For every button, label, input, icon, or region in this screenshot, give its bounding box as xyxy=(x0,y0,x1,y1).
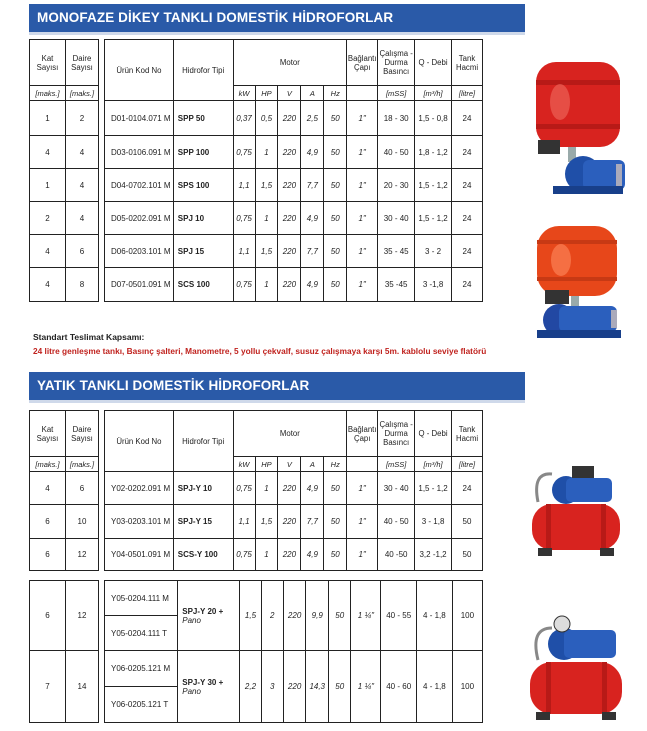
vertical-tank-pump-red-1 xyxy=(528,62,628,198)
pressure: 35 - 45 xyxy=(378,235,415,268)
unit-litre: [litre] xyxy=(452,457,483,472)
pump-type: SPP 50 xyxy=(173,101,233,136)
motor-hp: 1 xyxy=(255,539,278,571)
product-code: D07-0501.091 M xyxy=(105,268,174,302)
table-row xyxy=(105,651,483,687)
connection: 1" xyxy=(347,268,378,302)
motor-a: 7,7 xyxy=(301,169,324,202)
unit-daire: [maks.] xyxy=(66,457,99,472)
header-baglanti: Bağlantı Çapı xyxy=(347,40,378,86)
motor-hz: 50 xyxy=(324,505,347,539)
unit-v: V xyxy=(278,86,301,101)
flow: 4 - 1,8 xyxy=(417,651,453,723)
cell: 4 xyxy=(66,169,99,202)
motor-kw: 2,2 xyxy=(240,651,262,723)
motor-v: 220 xyxy=(278,202,301,235)
cell: 4 xyxy=(66,136,99,169)
motor-a: 7,7 xyxy=(301,505,324,539)
table-row xyxy=(105,136,483,169)
product-code: D04-0702.101 M xyxy=(105,169,174,202)
pressure: 20 - 30 xyxy=(378,169,415,202)
unit-kat: [maks.] xyxy=(30,457,66,472)
pump-type-suffix: Pano xyxy=(182,686,201,696)
flow: 4 - 1,8 xyxy=(417,581,453,651)
motor-kw: 0,75 xyxy=(233,202,255,235)
motor-hz: 50 xyxy=(324,268,347,302)
cell: 1 xyxy=(30,169,66,202)
section1-title: MONOFAZE DİKEY TANKLI DOMESTİK HİDROFORLAR xyxy=(29,4,525,32)
unit-mss: [mSS] xyxy=(378,86,415,101)
motor-kw: 0,75 xyxy=(233,539,255,571)
cell: 8 xyxy=(66,268,99,302)
cell: 4 xyxy=(66,202,99,235)
motor-kw: 1,1 xyxy=(233,169,255,202)
table-row xyxy=(105,202,483,235)
cell: 1 xyxy=(30,101,66,136)
unit-blank xyxy=(347,86,378,101)
pressure: 40 - 50 xyxy=(378,505,415,539)
tank-volume: 100 xyxy=(452,581,482,651)
unit-kw: kW xyxy=(233,86,255,101)
connection: 1" xyxy=(347,101,378,136)
pump-type: SPS 100 xyxy=(173,169,233,202)
header-daire: Daire Sayısı xyxy=(66,40,99,86)
motor-a: 9,9 xyxy=(306,581,329,651)
header-kat: Kat Sayısı xyxy=(30,411,66,457)
motor-hp: 1 xyxy=(255,472,278,505)
cell: 12 xyxy=(66,581,99,651)
connection: 1" xyxy=(347,136,378,169)
unit-m3h: [m³/h] xyxy=(415,86,452,101)
motor-a: 4,9 xyxy=(301,136,324,169)
motor-v: 220 xyxy=(278,268,301,302)
section1-floor-table xyxy=(29,39,99,302)
motor-hp: 0,5 xyxy=(255,101,278,136)
cell: 2 xyxy=(30,202,66,235)
motor-hz: 50 xyxy=(324,235,347,268)
cell: 2 xyxy=(66,101,99,136)
header-daire: Daire Sayısı xyxy=(66,411,99,457)
motor-a: 4,9 xyxy=(301,472,324,505)
motor-kw: 1,1 xyxy=(233,505,255,539)
motor-kw: 0,75 xyxy=(233,268,255,302)
section2-floor-table xyxy=(29,410,99,571)
tank-volume: 50 xyxy=(452,505,483,539)
unit-kat: [maks.] xyxy=(30,86,66,101)
motor-v: 220 xyxy=(278,235,301,268)
pump-type: SCS-Y 100 xyxy=(173,539,233,571)
motor-v: 220 xyxy=(278,101,301,136)
motor-hp: 2 xyxy=(261,581,283,651)
motor-v: 220 xyxy=(278,169,301,202)
cell: 6 xyxy=(66,235,99,268)
flow: 3 - 1,8 xyxy=(415,505,452,539)
motor-hp: 1,5 xyxy=(255,169,278,202)
unit-hp: HP xyxy=(255,86,278,101)
product-code: Y06-0205.121 M xyxy=(105,651,178,687)
tank-volume: 24 xyxy=(452,202,483,235)
product-code: Y05-0204.111 M xyxy=(105,581,178,616)
flow: 1,5 - 1,2 xyxy=(415,202,452,235)
cell: 6 xyxy=(66,472,99,505)
motor-hp: 1 xyxy=(255,268,278,302)
header-kat: Kat Sayısı xyxy=(30,40,66,86)
flow: 1,5 - 0,8 xyxy=(415,101,452,136)
motor-kw: 0,75 xyxy=(233,136,255,169)
pump-type: SPJ 15 xyxy=(173,235,233,268)
tank-volume: 24 xyxy=(452,235,483,268)
unit-v: V xyxy=(278,457,301,472)
cell: 7 xyxy=(30,651,66,723)
cell: 6 xyxy=(30,505,66,539)
connection: 1" xyxy=(347,539,378,571)
motor-hz: 50 xyxy=(324,539,347,571)
motor-hp: 1,5 xyxy=(255,505,278,539)
header-urun: Ürün Kod No xyxy=(105,40,174,101)
motor-a: 14,3 xyxy=(306,651,329,723)
product-code: D05-0202.091 M xyxy=(105,202,174,235)
cell: 12 xyxy=(66,539,99,571)
flow: 3 -1,8 xyxy=(415,268,452,302)
unit-m3h: [m³/h] xyxy=(415,457,452,472)
unit-blank xyxy=(347,457,378,472)
pressure: 40 - 55 xyxy=(381,581,417,651)
unit-a: A xyxy=(301,457,324,472)
motor-kw: 0,37 xyxy=(233,101,255,136)
product-code: D03-0106.091 M xyxy=(105,136,174,169)
section1-main-table xyxy=(104,39,483,302)
header-motor: Motor xyxy=(233,411,347,457)
motor-a: 7,7 xyxy=(301,235,324,268)
tank-volume: 24 xyxy=(452,101,483,136)
pressure: 40 -50 xyxy=(378,539,415,571)
unit-kw: kW xyxy=(233,457,255,472)
connection: 1" xyxy=(347,202,378,235)
header-tip: Hidrofor Tipi xyxy=(173,411,233,472)
motor-v: 220 xyxy=(283,581,306,651)
unit-mss: [mSS] xyxy=(378,457,415,472)
table-row xyxy=(105,235,483,268)
tank-volume: 24 xyxy=(452,472,483,505)
table-row xyxy=(105,472,483,505)
flow: 3,2 -1,2 xyxy=(415,539,452,571)
connection: 1" xyxy=(347,169,378,202)
connection: 1 ¼" xyxy=(351,651,381,723)
tank-volume: 50 xyxy=(452,539,483,571)
tank-volume: 24 xyxy=(452,136,483,169)
pump-type xyxy=(178,651,240,723)
flow: 1,5 - 1,2 xyxy=(415,472,452,505)
header-calisma: Çalışma - Durma Basıncı xyxy=(378,411,415,457)
pressure: 30 - 40 xyxy=(378,202,415,235)
section2-pano-main-table xyxy=(104,580,483,723)
motor-a: 4,9 xyxy=(301,539,324,571)
motor-hz: 50 xyxy=(324,202,347,235)
cell: 4 xyxy=(30,235,66,268)
motor-kw: 0,75 xyxy=(233,472,255,505)
product-code: Y05-0204.111 T xyxy=(105,616,178,651)
pump-type: SPP 100 xyxy=(173,136,233,169)
product-code: Y06-0205.121 T xyxy=(105,687,178,723)
product-code: Y02-0202.091 M xyxy=(105,472,174,505)
connection: 1" xyxy=(347,472,378,505)
cell: 4 xyxy=(30,472,66,505)
section2-pano-floor-table xyxy=(29,580,99,723)
table-row xyxy=(105,169,483,202)
motor-hz: 50 xyxy=(329,581,351,651)
header-urun: Ürün Kod No xyxy=(105,411,174,472)
flow: 1,5 - 1,2 xyxy=(415,169,452,202)
pressure: 18 - 30 xyxy=(378,101,415,136)
standard-delivery-text: 24 litre genleşme tankı, Basınç şalteri, Manometre, 5 yollu çekvalf, susuz çalışmaya karşı 5m. kablolu seviye flatörü xyxy=(33,346,487,356)
horizontal-tank-pump-1 xyxy=(528,462,624,558)
pump-type xyxy=(178,581,240,651)
pump-type-name: SPJ-Y 20 + xyxy=(182,606,224,616)
horizontal-tank-pump-2 xyxy=(526,612,626,722)
table-row xyxy=(105,268,483,302)
pressure: 30 - 40 xyxy=(378,472,415,505)
pump-type: SPJ-Y 15 xyxy=(173,505,233,539)
motor-hz: 50 xyxy=(324,472,347,505)
flow: 1,8 - 1,2 xyxy=(415,136,452,169)
cell: 6 xyxy=(30,539,66,571)
standard-delivery-title: Standart Teslimat Kapsamı: xyxy=(33,332,145,342)
connection: 1 ¼" xyxy=(351,581,381,651)
header-debi: Q - Debi xyxy=(415,40,452,86)
motor-hp: 1,5 xyxy=(255,235,278,268)
vertical-tank-pump-red-2 xyxy=(527,222,625,340)
cell: 10 xyxy=(66,505,99,539)
tank-volume: 24 xyxy=(452,169,483,202)
motor-kw: 1,5 xyxy=(240,581,262,651)
motor-hz: 50 xyxy=(324,169,347,202)
motor-kw: 1,1 xyxy=(233,235,255,268)
unit-a: A xyxy=(301,86,324,101)
product-code: D01-0104.071 M xyxy=(105,101,174,136)
cell: 4 xyxy=(30,136,66,169)
table-row xyxy=(105,101,483,136)
pump-type: SCS 100 xyxy=(173,268,233,302)
motor-a: 4,9 xyxy=(301,202,324,235)
connection: 1" xyxy=(347,235,378,268)
motor-v: 220 xyxy=(278,136,301,169)
motor-v: 220 xyxy=(278,539,301,571)
table-row xyxy=(105,581,483,616)
cell: 4 xyxy=(30,268,66,302)
product-code: Y04-0501.091 M xyxy=(105,539,174,571)
motor-hz: 50 xyxy=(324,136,347,169)
pump-type: SPJ-Y 10 xyxy=(173,472,233,505)
section2-title: YATIK TANKLI DOMESTİK HİDROFORLAR xyxy=(29,372,525,400)
table-row xyxy=(105,505,483,539)
motor-hp: 1 xyxy=(255,136,278,169)
motor-hz: 50 xyxy=(324,101,347,136)
header-motor: Motor xyxy=(233,40,347,86)
unit-litre: [litre] xyxy=(452,86,483,101)
motor-v: 220 xyxy=(278,472,301,505)
unit-hz: Hz xyxy=(324,86,347,101)
flow: 3 - 2 xyxy=(415,235,452,268)
unit-hz: Hz xyxy=(324,457,347,472)
tank-volume: 24 xyxy=(452,268,483,302)
motor-a: 4,9 xyxy=(301,268,324,302)
tank-volume: 100 xyxy=(452,651,482,723)
cell: 6 xyxy=(30,581,66,651)
unit-daire: [maks.] xyxy=(66,86,99,101)
pump-type-name: SPJ-Y 30 + xyxy=(182,677,224,687)
header-baglanti: Bağlantı Çapı xyxy=(347,411,378,457)
motor-hz: 50 xyxy=(329,651,351,723)
header-tank: Tank Hacmi xyxy=(452,40,483,86)
pump-type-suffix: Pano xyxy=(182,615,201,625)
motor-hp: 3 xyxy=(261,651,283,723)
product-code: D06-0203.101 M xyxy=(105,235,174,268)
header-tip: Hidrofor Tipi xyxy=(173,40,233,101)
header-debi: Q - Debi xyxy=(415,411,452,457)
cell: 14 xyxy=(66,651,99,723)
motor-a: 2,5 xyxy=(301,101,324,136)
pressure: 40 - 50 xyxy=(378,136,415,169)
product-code: Y03-0203.101 M xyxy=(105,505,174,539)
motor-hp: 1 xyxy=(255,202,278,235)
pressure: 35 -45 xyxy=(378,268,415,302)
pump-type: SPJ 10 xyxy=(173,202,233,235)
connection: 1" xyxy=(347,505,378,539)
header-calisma: Çalışma - Durma Basıncı xyxy=(378,40,415,86)
pressure: 40 - 60 xyxy=(381,651,417,723)
section2-main-table xyxy=(104,410,483,571)
header-tank: Tank Hacmi xyxy=(452,411,483,457)
motor-v: 220 xyxy=(283,651,306,723)
motor-v: 220 xyxy=(278,505,301,539)
unit-hp: HP xyxy=(255,457,278,472)
table-row xyxy=(105,539,483,571)
